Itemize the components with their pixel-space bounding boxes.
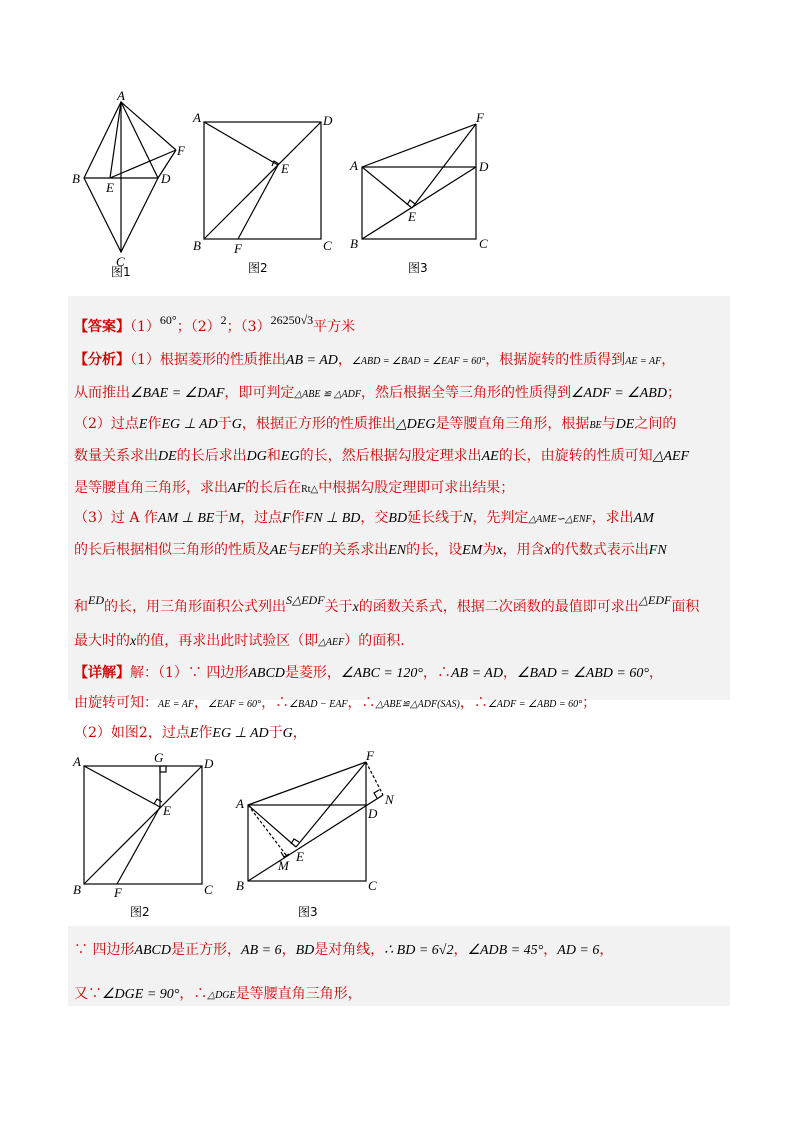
text-fragment: ，根据正方形的性质推出 bbox=[241, 416, 396, 432]
label-A: A bbox=[117, 88, 125, 103]
label-F: F bbox=[366, 748, 374, 763]
text-fragment: ， bbox=[648, 665, 663, 681]
label-C: C bbox=[323, 238, 332, 253]
label-F: F bbox=[476, 110, 484, 125]
text-fragment: ， bbox=[337, 352, 352, 368]
answer-part2: ；（2） bbox=[176, 319, 221, 335]
label-A: A bbox=[193, 110, 201, 125]
figure-2-square-with-G bbox=[68, 752, 228, 922]
analysis-line-8 bbox=[74, 590, 699, 618]
text-fragment: AD = 6 bbox=[557, 943, 600, 958]
label-C: C bbox=[479, 236, 488, 251]
answer-value3: 26250√3 bbox=[270, 313, 314, 327]
text-fragment: 与 bbox=[287, 542, 302, 558]
text-fragment: G bbox=[282, 726, 293, 741]
caption-fig3-detail: 图3 bbox=[298, 905, 318, 919]
tail-line-2 bbox=[74, 984, 362, 1006]
text-fragment: DE bbox=[615, 417, 635, 432]
label-C: C bbox=[368, 878, 377, 893]
text-fragment: 与 bbox=[601, 416, 616, 432]
text-fragment: 由旋转可知： bbox=[74, 695, 158, 711]
text-fragment: Rt△ bbox=[301, 484, 319, 495]
text-fragment: 是等腰直角三角形，根据 bbox=[435, 416, 590, 432]
text-fragment: G bbox=[231, 417, 242, 432]
text-fragment: EF bbox=[301, 543, 319, 558]
text-fragment: 的长后在 bbox=[245, 480, 302, 496]
label-F: F bbox=[177, 143, 185, 158]
text-fragment: DG bbox=[246, 449, 267, 464]
label-E: E bbox=[163, 803, 171, 818]
text-fragment: 又∵ bbox=[74, 986, 102, 1002]
label-G: G bbox=[154, 750, 164, 765]
text-fragment: x bbox=[544, 543, 551, 558]
text-fragment: 之间的 bbox=[634, 416, 677, 432]
text-fragment: ，求出 bbox=[591, 510, 634, 526]
text-fragment: M bbox=[228, 511, 241, 526]
text-fragment: AB = AD bbox=[285, 353, 338, 368]
detail-line-3 bbox=[74, 723, 307, 744]
text-fragment: ， bbox=[599, 942, 614, 958]
text-fragment: AB = 6 bbox=[241, 943, 282, 958]
text-fragment: AE = AF bbox=[158, 699, 195, 710]
text-fragment: △ABE≌△ADF(SAS) bbox=[375, 699, 460, 710]
text-fragment: BD bbox=[388, 511, 408, 526]
text-fragment: EN bbox=[388, 543, 407, 558]
label-A: A bbox=[73, 754, 81, 769]
text-fragment: ∠ADB = 45° bbox=[467, 943, 544, 958]
text-fragment: 的长，然后根据勾股定理求出 bbox=[299, 448, 482, 464]
text-fragment: （3）过 A 作 bbox=[74, 510, 158, 526]
analysis-tag: 【分析】 bbox=[74, 352, 130, 368]
analysis-line-5 bbox=[74, 478, 514, 500]
text-fragment: BD bbox=[295, 943, 315, 958]
tail-line-1 bbox=[74, 940, 613, 961]
text-fragment: EG ⊥ AD bbox=[161, 417, 218, 432]
analysis-line-9 bbox=[74, 631, 405, 653]
answer-part3: ；（3） bbox=[226, 319, 271, 335]
text-fragment: AM bbox=[633, 511, 654, 526]
text-fragment: 的代数式表示出 bbox=[550, 542, 649, 558]
text-fragment: △EDF bbox=[638, 593, 672, 607]
label-B: B bbox=[236, 878, 244, 893]
text-fragment: △DGE bbox=[207, 990, 236, 1001]
text-fragment: ∠BAD − EAF bbox=[289, 699, 348, 710]
label-E: E bbox=[281, 161, 289, 176]
analysis-line-6 bbox=[74, 508, 654, 530]
text-fragment: 是等腰直角三角形，求出 bbox=[74, 480, 228, 496]
text-fragment: 关于 bbox=[324, 599, 353, 615]
label-A: A bbox=[236, 796, 244, 811]
text-fragment: ∠ADF = ∠ABD = 60° bbox=[487, 699, 583, 710]
label-C: C bbox=[116, 254, 125, 269]
text-fragment: 的值，再求出此时试验区（即 bbox=[136, 633, 319, 649]
analysis-line-1 bbox=[74, 350, 675, 372]
text-fragment: x bbox=[496, 543, 503, 558]
text-fragment: 从而推出 bbox=[74, 385, 130, 401]
text-fragment: ED bbox=[88, 593, 104, 607]
text-fragment: （2）过点 bbox=[74, 416, 139, 432]
text-fragment: ，过点 bbox=[240, 510, 283, 526]
text-fragment: ，∴ bbox=[422, 665, 451, 681]
text-fragment: ∵ 四边形 bbox=[74, 942, 135, 958]
text-fragment: AM ⊥ BE bbox=[157, 511, 215, 526]
text-fragment: △AEF bbox=[652, 449, 690, 464]
caption-fig2: 图2 bbox=[248, 261, 268, 275]
text-fragment: ，∴ bbox=[179, 986, 208, 1002]
text-fragment: 的长后根据相似三角形的性质及 bbox=[74, 542, 270, 558]
text-fragment: 于 bbox=[268, 725, 283, 741]
text-fragment: 于 bbox=[214, 510, 229, 526]
label-F: F bbox=[114, 885, 122, 900]
figure-1-rhombus bbox=[68, 88, 198, 282]
label-M: M bbox=[278, 858, 289, 873]
text-fragment: 为 bbox=[482, 542, 497, 558]
text-fragment: EG ⊥ AD bbox=[212, 726, 269, 741]
text-fragment: ，∴ bbox=[261, 695, 290, 711]
label-B: B bbox=[73, 882, 81, 897]
text-fragment: ∠BAE = ∠DAF bbox=[130, 386, 225, 401]
answer-tag: 【答案】 bbox=[74, 319, 130, 335]
text-fragment: DE bbox=[158, 449, 177, 464]
text-fragment: F bbox=[282, 511, 291, 526]
detail-tag: 【详解】 bbox=[74, 665, 130, 681]
text-fragment: 作 bbox=[198, 725, 213, 741]
label-D: D bbox=[161, 171, 171, 186]
analysis-line-7 bbox=[74, 540, 667, 561]
label-E: E bbox=[296, 849, 304, 864]
text-fragment: （1）根据菱形的性质推出 bbox=[130, 352, 286, 368]
text-fragment: S△EDF bbox=[286, 593, 325, 607]
label-B: B bbox=[72, 171, 80, 186]
text-fragment: ，∴ bbox=[347, 695, 376, 711]
label-C: C bbox=[204, 882, 213, 897]
label-E: E bbox=[106, 180, 114, 195]
text-fragment: 于 bbox=[217, 416, 232, 432]
text-fragment: AB = AD bbox=[450, 666, 503, 681]
text-fragment: 是正方形， bbox=[171, 942, 242, 958]
text-fragment: 和 bbox=[74, 599, 88, 615]
text-fragment: EG bbox=[280, 449, 300, 464]
text-fragment: △DEG bbox=[395, 417, 436, 432]
text-fragment: ， bbox=[281, 942, 296, 958]
text-fragment: ，用含 bbox=[502, 542, 545, 558]
text-fragment: AF bbox=[228, 481, 246, 496]
label-F: F bbox=[234, 241, 242, 256]
text-fragment: ，即可判定 bbox=[224, 385, 295, 401]
text-fragment: ）的面积. bbox=[344, 633, 405, 649]
label-B: B bbox=[350, 236, 358, 251]
text-fragment: 的关系求出 bbox=[318, 542, 389, 558]
label-D: D bbox=[204, 756, 214, 771]
text-fragment: ∠DGE = 90° bbox=[102, 987, 180, 1002]
text-fragment: ∠ADF = ∠ABD bbox=[570, 386, 667, 401]
text-fragment: 的长，由旋转的性质可知 bbox=[498, 448, 653, 464]
text-fragment: ，∴ bbox=[459, 695, 488, 711]
answer-part1: （1） bbox=[130, 319, 160, 335]
text-fragment: x bbox=[130, 634, 137, 649]
text-fragment: ∠BAD = ∠ABD = 60° bbox=[516, 666, 649, 681]
analysis-line-2 bbox=[74, 383, 681, 405]
text-fragment: △AEF bbox=[318, 637, 345, 648]
text-fragment: ∠ABD = ∠BAD = ∠EAF = 60° bbox=[351, 356, 486, 367]
text-fragment: 的函数关系式，根据二次函数的最值即可求出 bbox=[358, 599, 639, 615]
answer-unit: 平方米 bbox=[313, 319, 356, 335]
text-fragment: ， bbox=[292, 725, 307, 741]
text-fragment: 是等腰直角三角形， bbox=[235, 986, 362, 1002]
caption-fig2-detail: 图2 bbox=[130, 905, 150, 919]
text-fragment: ； bbox=[666, 385, 681, 401]
text-fragment: E bbox=[138, 417, 148, 432]
text-fragment: ， bbox=[543, 942, 558, 958]
text-fragment: 是菱形， bbox=[284, 665, 341, 681]
text-fragment: ∠EAF = 60° bbox=[208, 699, 262, 710]
text-fragment: 解：（1）∵ 四边形 bbox=[130, 665, 249, 681]
text-fragment: 的长，设 bbox=[406, 542, 463, 558]
text-fragment: ，先判定 bbox=[472, 510, 529, 526]
text-fragment: 中根据勾股定理即可求出结果； bbox=[318, 480, 515, 496]
caption-fig1: 图1 bbox=[111, 265, 131, 279]
text-fragment: x bbox=[352, 600, 359, 615]
text-fragment: 和 bbox=[266, 448, 281, 464]
text-fragment: 面积 bbox=[671, 599, 700, 615]
text-fragment: ABCD bbox=[248, 666, 285, 681]
text-fragment: EM bbox=[462, 543, 483, 558]
figure-2-square bbox=[190, 110, 340, 280]
figure-3-rectangle-with-MN bbox=[228, 748, 408, 922]
label-N: N bbox=[385, 792, 394, 807]
text-fragment: N bbox=[463, 511, 473, 526]
detail-line-1 bbox=[74, 663, 663, 684]
analysis-line-4 bbox=[74, 446, 689, 467]
text-fragment: ，交 bbox=[360, 510, 389, 526]
detail-line-2 bbox=[74, 693, 596, 715]
text-fragment: △ABE ≌ △ADF bbox=[294, 389, 361, 400]
text-fragment: △AME∽△ENF bbox=[528, 514, 592, 525]
text-fragment: ∠ABC = 120° bbox=[340, 666, 423, 681]
text-fragment: 作 bbox=[290, 510, 305, 526]
text-fragment: AE = AF bbox=[625, 356, 662, 367]
text-fragment: ABCD bbox=[134, 943, 172, 958]
text-fragment: ； bbox=[582, 695, 597, 711]
label-D: D bbox=[479, 159, 489, 174]
answer-value1: 60° bbox=[159, 313, 177, 327]
text-fragment: AE bbox=[481, 449, 499, 464]
analysis-line-3 bbox=[74, 414, 676, 436]
text-fragment: 数量关系求出 bbox=[74, 448, 158, 464]
label-B: B bbox=[193, 238, 201, 253]
answer-value2: 2 bbox=[220, 313, 227, 327]
text-fragment: FN ⊥ BD bbox=[304, 511, 361, 526]
label-D: D bbox=[368, 806, 378, 821]
answer-line bbox=[74, 305, 355, 335]
text-fragment: ， bbox=[453, 942, 468, 958]
text-fragment: ，然后根据全等三角形的性质得到 bbox=[360, 385, 571, 401]
label-D: D bbox=[323, 113, 333, 128]
text-fragment: ，根据旋转的性质得到 bbox=[485, 352, 626, 368]
text-fragment: BE bbox=[589, 420, 602, 431]
text-fragment: ， bbox=[194, 695, 209, 711]
text-fragment: ∴ BD = 6√2 bbox=[384, 943, 454, 958]
figure-3-rectangle bbox=[340, 110, 500, 280]
text-fragment: 最大时的 bbox=[74, 633, 130, 649]
label-E: E bbox=[408, 209, 416, 224]
text-fragment: 作 bbox=[147, 416, 162, 432]
text-fragment: 是对角线， bbox=[314, 942, 385, 958]
text-fragment: AE bbox=[270, 543, 288, 558]
label-A: A bbox=[350, 158, 358, 173]
text-fragment: ， bbox=[502, 665, 517, 681]
text-fragment: FN bbox=[648, 543, 667, 558]
text-fragment: ， bbox=[661, 352, 676, 368]
text-fragment: 的长，用三角形面积公式列出 bbox=[104, 599, 286, 615]
caption-fig3: 图3 bbox=[408, 261, 428, 275]
text-fragment: E bbox=[189, 726, 199, 741]
text-fragment: （2）如图2，过点 bbox=[74, 725, 190, 741]
text-fragment: 的长后求出 bbox=[176, 448, 247, 464]
text-fragment: 延长线于 bbox=[407, 510, 464, 526]
